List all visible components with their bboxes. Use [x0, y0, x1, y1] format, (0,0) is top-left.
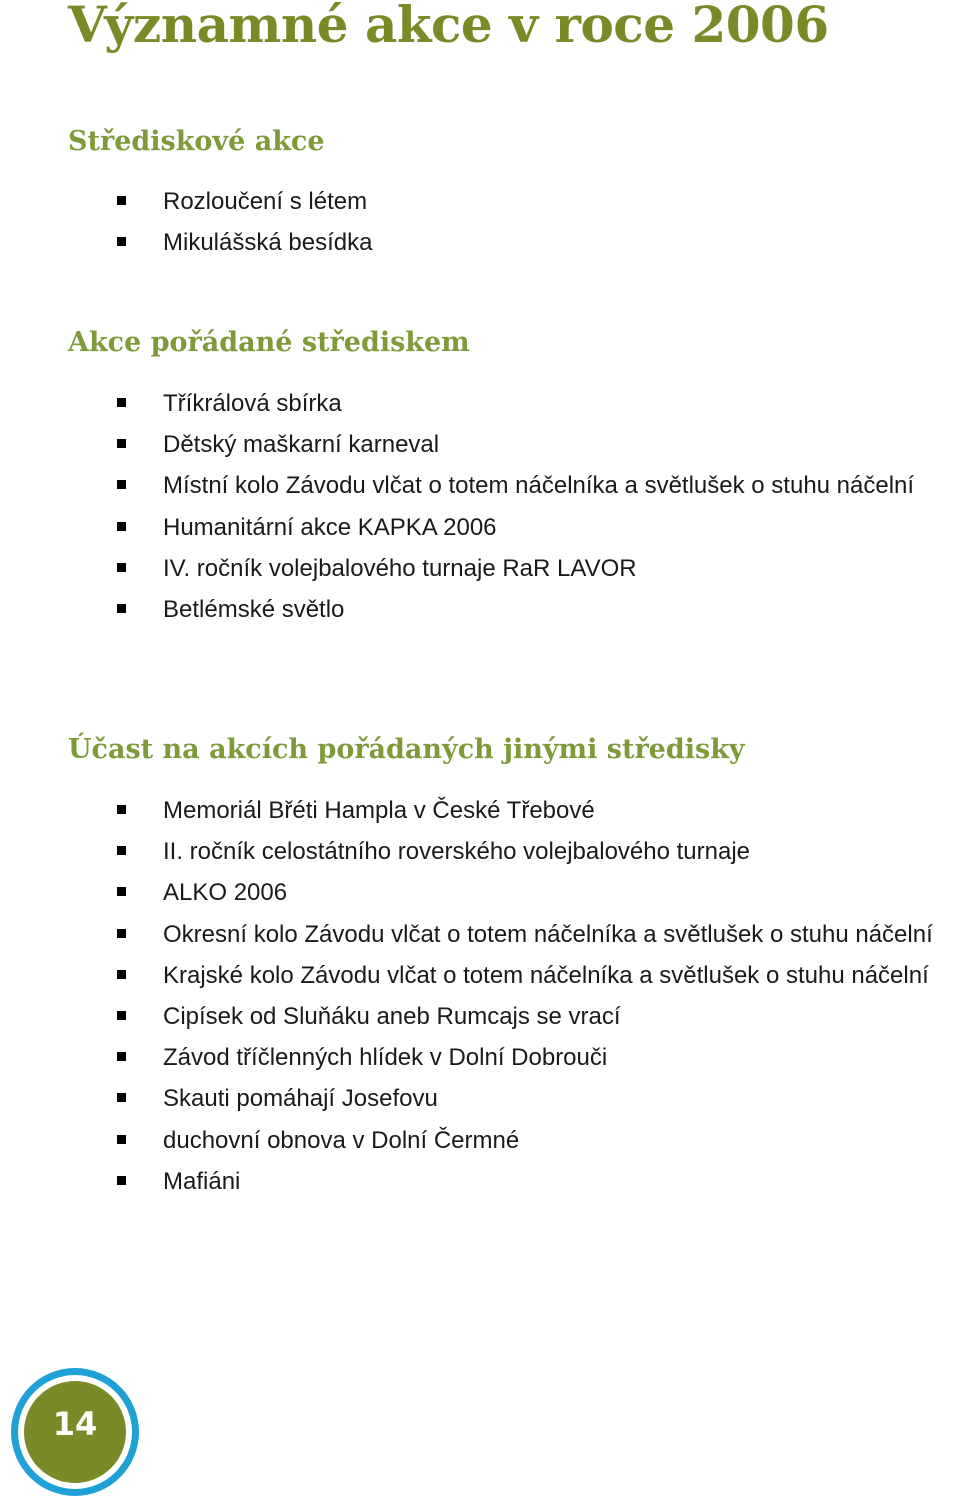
list-item — [0, 790, 958, 831]
list-item-text: Humanitární akce KAPKA 2006 — [163, 513, 497, 541]
list-item-text: Cipísek od Sluňáku aneb Rumcajs se vrací — [163, 1003, 621, 1031]
event-list-ucast-na-akcich — [0, 790, 960, 1202]
list-item — [0, 1078, 958, 1119]
list-item-text: ALKO 2006 — [163, 879, 288, 907]
list-item — [0, 996, 958, 1037]
list-item — [0, 914, 958, 955]
list-item-text: Rozloučení s létem — [163, 188, 368, 215]
list-item — [0, 1161, 958, 1202]
list-item — [0, 548, 958, 589]
list-item-text: Závod tříčlenných hlídek v Dolní Dobrouči — [163, 1044, 608, 1072]
square-bullet-icon — [117, 846, 126, 855]
list-item — [0, 424, 958, 465]
square-bullet-icon — [117, 887, 126, 896]
page-title: Významné akce v roce 2006 — [68, 0, 829, 54]
square-bullet-icon — [117, 1052, 126, 1061]
square-bullet-icon — [117, 480, 126, 489]
list-item-text: Betlémské světlo — [163, 596, 345, 624]
list-item-text: Krajské kolo Závodu vlčat o totem náčelníka a světlušek o stuhu náčelní — [163, 961, 929, 989]
list-item — [0, 1120, 958, 1161]
list-item — [0, 589, 958, 630]
list-item — [0, 222, 958, 263]
square-bullet-icon — [117, 1011, 126, 1020]
list-item — [0, 1037, 958, 1078]
square-bullet-icon — [117, 196, 126, 205]
square-bullet-icon — [117, 563, 126, 572]
section-heading-strediskove-akce: Střediskové akce — [68, 126, 325, 157]
list-item-text: duchovní obnova v Dolní Čermné — [163, 1126, 520, 1154]
square-bullet-icon — [117, 237, 126, 246]
list-item — [0, 872, 958, 913]
event-list-strediskove-akce — [0, 181, 960, 263]
list-item-text: II. ročník celostátního roverského volejbalového turnaje — [163, 838, 751, 866]
list-item-text: Skauti pomáhají Josefovu — [163, 1085, 438, 1113]
list-item — [0, 507, 958, 548]
square-bullet-icon — [117, 439, 126, 448]
square-bullet-icon — [117, 522, 126, 531]
list-item-text: Okresní kolo Závodu vlčat o totem náčelníka a světlušek o stuhu náčelní — [163, 920, 933, 948]
page-number: 14 — [52, 1405, 98, 1443]
square-bullet-icon — [117, 1176, 126, 1185]
list-item — [0, 955, 958, 996]
square-bullet-icon — [117, 1093, 126, 1102]
list-item-text: IV. ročník volejbalového turnaje RaR LAVOR — [163, 554, 637, 582]
square-bullet-icon — [117, 398, 126, 407]
list-item — [0, 831, 958, 872]
square-bullet-icon — [117, 604, 126, 613]
event-list-akce-poradane-strediskem — [0, 383, 960, 630]
list-item — [0, 181, 958, 222]
square-bullet-icon — [117, 929, 126, 938]
square-bullet-icon — [117, 970, 126, 979]
section-heading-ucast-na-akcich: Účast na akcích pořádaných jinými středisky — [68, 734, 745, 765]
list-item-text: Místní kolo Závodu vlčat o totem náčelníka a světlušek o stuhu náčelní — [163, 472, 915, 500]
list-item-text: Dětský maškarní karneval — [163, 431, 440, 459]
list-item — [0, 465, 958, 506]
list-item — [0, 383, 958, 424]
list-item-text: Tříkrálová sbírka — [163, 390, 342, 417]
list-item-text: Mafiáni — [163, 1167, 241, 1195]
square-bullet-icon — [117, 1135, 126, 1144]
section-heading-akce-poradane-strediskem: Akce pořádané střediskem — [68, 327, 470, 358]
list-item-text: Memoriál Břéti Hampla v České Třebové — [163, 797, 595, 824]
list-item-text: Mikulášská besídka — [163, 229, 373, 257]
square-bullet-icon — [117, 805, 126, 814]
